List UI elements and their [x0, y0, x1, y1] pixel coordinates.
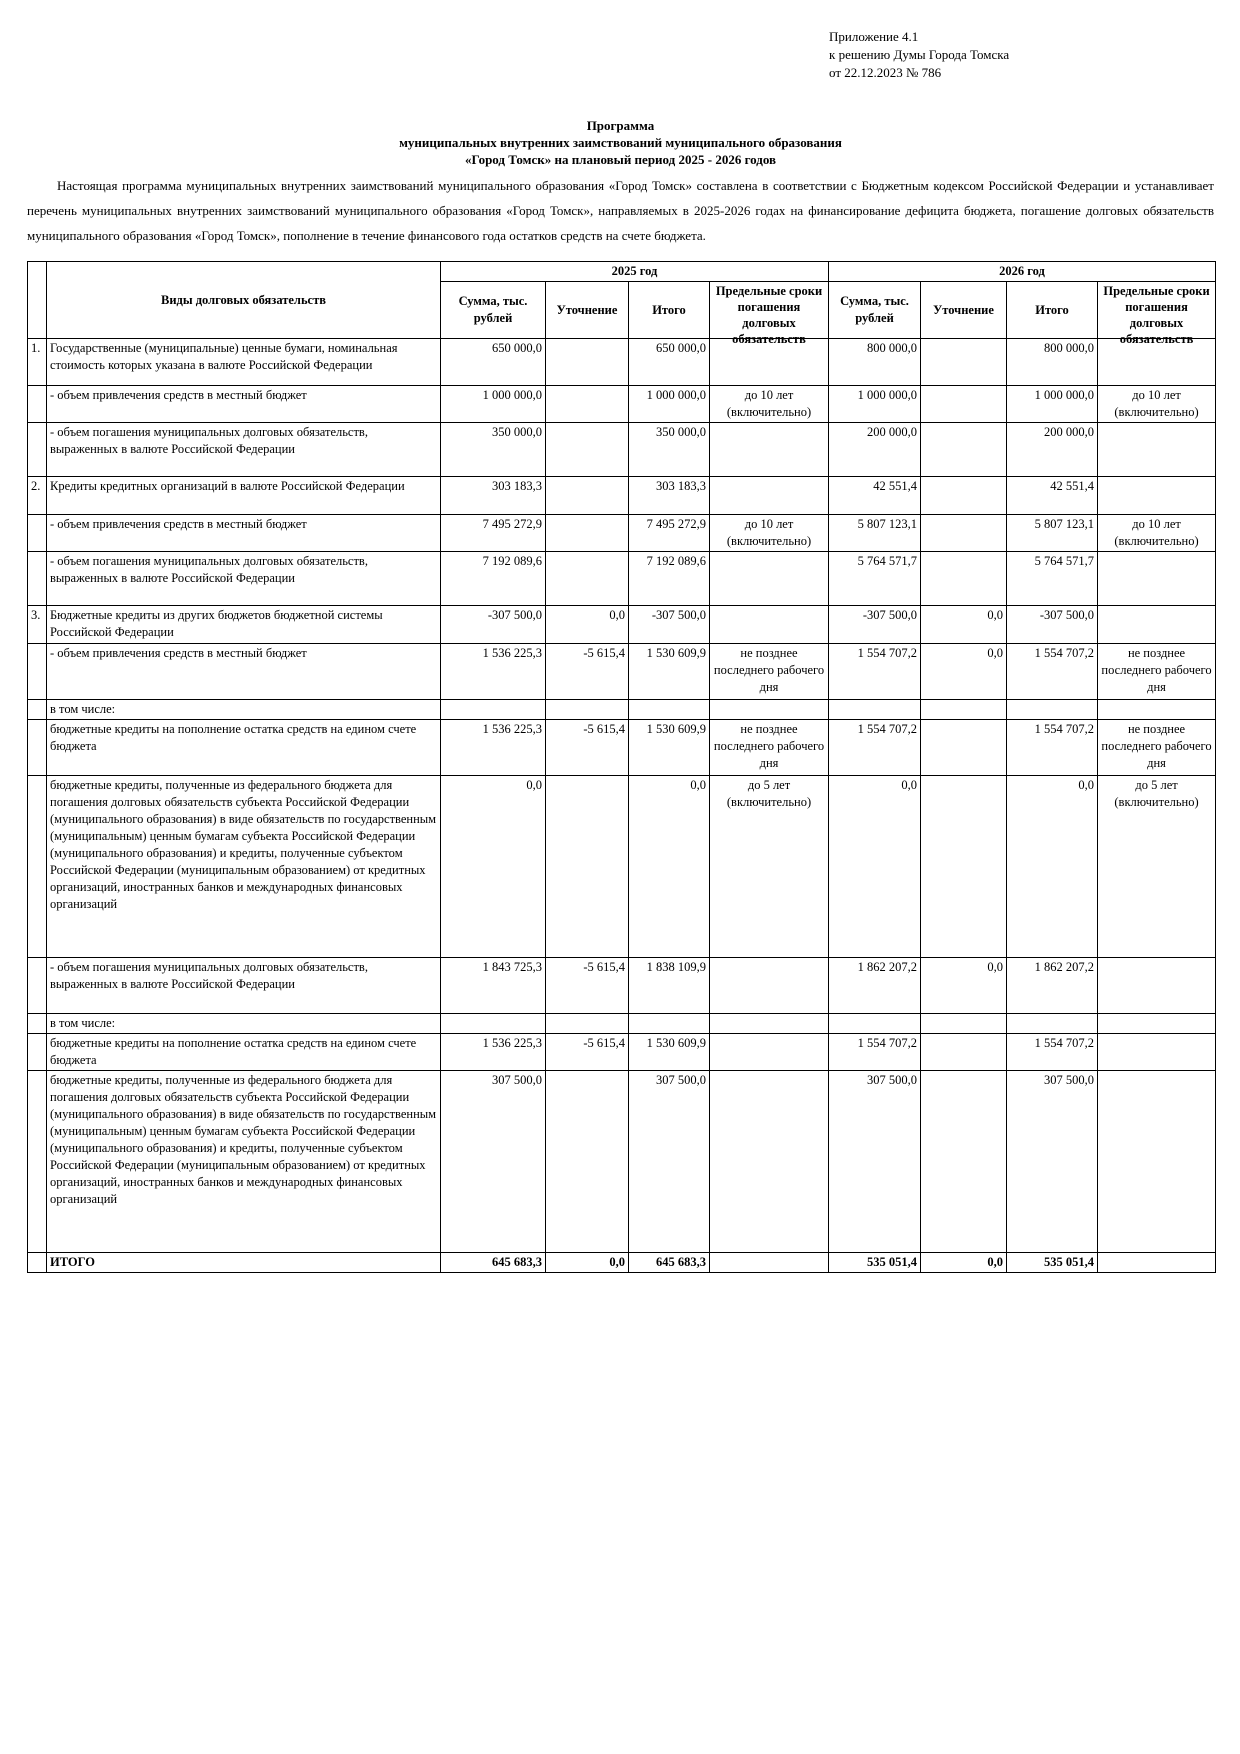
total-terms-2025	[710, 1253, 829, 1273]
table-row	[28, 700, 1216, 720]
cell-sum-2025: 1 536 225,3	[441, 644, 546, 700]
cell-terms-2025	[710, 700, 829, 720]
cell-terms-2026	[1098, 477, 1216, 515]
total-label: ИТОГО	[47, 1253, 441, 1273]
cell-total-2026: 0,0	[1007, 776, 1098, 958]
document-title	[27, 117, 1214, 168]
cell-adjustment-2025: -5 615,4	[546, 958, 629, 1014]
cell-adjustment-2026	[921, 515, 1007, 552]
cell-adjustment-2026	[921, 477, 1007, 515]
cell-adjustment-2026	[921, 339, 1007, 386]
cell-terms-2026: до 10 лет (включительно)	[1098, 515, 1216, 552]
title-line-1: Программа	[586, 118, 655, 133]
cell-terms-2025: не позднее последнего рабочего дня	[710, 720, 829, 776]
cell-sum-2025: 0,0	[441, 776, 546, 958]
cell-adjustment-2025: -5 615,4	[546, 644, 629, 700]
header-terms-2026	[1098, 282, 1216, 346]
cell-adjustment-2026	[921, 1014, 1007, 1034]
cell-terms-2025: не позднее последнего рабочего дня	[710, 644, 829, 700]
cell-total-2025: 1 530 609,9	[629, 644, 710, 700]
cell-adjustment-2025	[546, 477, 629, 515]
cell-terms-2025: до 5 лет (включительно)	[710, 776, 829, 958]
row-name: - объем привлечения средств в местный бюджет	[47, 515, 441, 552]
cell-total-2025: -307 500,0	[629, 606, 710, 644]
header-terms-2026-text: Предельные сроки погашения долговых обязательств	[1103, 284, 1210, 346]
cell-total-2026: 800 000,0	[1007, 339, 1098, 386]
cell-sum-2025	[441, 700, 546, 720]
cell-total-2025: 7 495 272,9	[629, 515, 710, 552]
table-row	[28, 644, 1216, 700]
header-adjustment-2025: Уточнение	[546, 282, 629, 339]
cell-sum-2026	[829, 700, 921, 720]
table-row	[28, 552, 1216, 606]
cell-adjustment-2026: 0,0	[921, 644, 1007, 700]
cell-total-2026: 1 554 707,2	[1007, 644, 1098, 700]
row-name: в том числе:	[47, 1014, 441, 1034]
cell-terms-2025	[710, 552, 829, 606]
row-name: - объем погашения муниципальных долговых обязательств, выраженных в валюте Российской Федерации	[47, 958, 441, 1014]
cell-terms-2025	[710, 958, 829, 1014]
title-line-2: муниципальных внутренних заимствований муниципального образования	[399, 135, 842, 150]
row-index: 1.	[28, 339, 47, 386]
row-index	[28, 423, 47, 477]
cell-total-2026: 1 554 707,2	[1007, 720, 1098, 776]
total-row	[28, 1253, 1216, 1273]
total-total-2026: 535 051,4	[1007, 1253, 1098, 1273]
header-adjustment-2026: Уточнение	[921, 282, 1007, 339]
cell-adjustment-2026	[921, 1034, 1007, 1071]
borrowing-program-table	[27, 261, 1216, 1273]
appendix-line-1: Приложение 4.1	[829, 29, 919, 44]
row-name: - объем привлечения средств в местный бюджет	[47, 386, 441, 423]
cell-terms-2026	[1098, 700, 1216, 720]
cell-adjustment-2026	[921, 386, 1007, 423]
row-index	[28, 1014, 47, 1034]
cell-total-2025: 307 500,0	[629, 1071, 710, 1253]
cell-total-2025: 1 000 000,0	[629, 386, 710, 423]
table-body	[28, 339, 1216, 1273]
row-index	[28, 644, 47, 700]
cell-adjustment-2026	[921, 776, 1007, 958]
cell-sum-2026: 307 500,0	[829, 1071, 921, 1253]
cell-sum-2026: 1 554 707,2	[829, 644, 921, 700]
row-index	[28, 700, 47, 720]
header-total-2025: Итого	[629, 282, 710, 339]
table-row	[28, 776, 1216, 958]
row-index	[28, 552, 47, 606]
intro-paragraph	[27, 173, 1214, 248]
cell-total-2025: 303 183,3	[629, 477, 710, 515]
cell-sum-2025: 1 536 225,3	[441, 720, 546, 776]
row-name: Кредиты кредитных организаций в валюте Российской Федерации	[47, 477, 441, 515]
row-name: - объем погашения муниципальных долговых обязательств, выраженных в валюте Российской Федерации	[47, 552, 441, 606]
cell-adjustment-2025	[546, 386, 629, 423]
cell-terms-2026: не позднее последнего рабочего дня	[1098, 644, 1216, 700]
header-kind: Виды долговых обязательств	[47, 262, 441, 339]
row-index	[28, 515, 47, 552]
total-adjustment-2026: 0,0	[921, 1253, 1007, 1273]
row-index	[28, 958, 47, 1014]
table-row	[28, 339, 1216, 386]
cell-terms-2025	[710, 1014, 829, 1034]
header-index	[28, 262, 47, 339]
title-line-3: «Город Томск» на плановый период 2025 - 2026 годов	[464, 152, 777, 167]
cell-terms-2026	[1098, 1034, 1216, 1071]
table-row	[28, 958, 1216, 1014]
row-name: бюджетные кредиты на пополнение остатка средств на едином счете бюджета	[47, 720, 441, 776]
cell-terms-2025	[710, 423, 829, 477]
table-row	[28, 423, 1216, 477]
cell-sum-2026: 5 807 123,1	[829, 515, 921, 552]
cell-total-2026: 1 000 000,0	[1007, 386, 1098, 423]
header-year-2025: 2025 год	[441, 262, 829, 282]
cell-total-2026: 200 000,0	[1007, 423, 1098, 477]
cell-total-2026	[1007, 1014, 1098, 1034]
row-index	[28, 1071, 47, 1253]
cell-sum-2025: 650 000,0	[441, 339, 546, 386]
cell-terms-2026: до 10 лет (включительно)	[1098, 386, 1216, 423]
cell-adjustment-2025: -5 615,4	[546, 1034, 629, 1071]
cell-adjustment-2025	[546, 700, 629, 720]
cell-sum-2025	[441, 1014, 546, 1034]
row-index: 3.	[28, 606, 47, 644]
cell-adjustment-2026: 0,0	[921, 606, 1007, 644]
row-index	[28, 720, 47, 776]
cell-terms-2026	[1098, 1071, 1216, 1253]
cell-adjustment-2026: 0,0	[921, 958, 1007, 1014]
header-year-2026: 2026 год	[829, 262, 1216, 282]
cell-adjustment-2025	[546, 1071, 629, 1253]
header-sum-2026: Сумма, тыс. рублей	[829, 282, 921, 339]
table-row	[28, 1014, 1216, 1034]
cell-terms-2026	[1098, 423, 1216, 477]
cell-total-2025: 1 530 609,9	[629, 720, 710, 776]
total-sum-2026: 535 051,4	[829, 1253, 921, 1273]
cell-sum-2026: 1 862 207,2	[829, 958, 921, 1014]
cell-sum-2025: 307 500,0	[441, 1071, 546, 1253]
row-index	[28, 1253, 47, 1273]
cell-terms-2025	[710, 477, 829, 515]
cell-total-2025: 650 000,0	[629, 339, 710, 386]
cell-terms-2026	[1098, 552, 1216, 606]
cell-adjustment-2026	[921, 1071, 1007, 1253]
cell-sum-2026	[829, 1014, 921, 1034]
table-row	[28, 1034, 1216, 1071]
cell-sum-2025: -307 500,0	[441, 606, 546, 644]
total-total-2025: 645 683,3	[629, 1253, 710, 1273]
cell-adjustment-2025	[546, 552, 629, 606]
cell-total-2026: 5 807 123,1	[1007, 515, 1098, 552]
row-name: бюджетные кредиты на пополнение остатка средств на едином счете бюджета	[47, 1034, 441, 1071]
cell-sum-2025: 350 000,0	[441, 423, 546, 477]
cell-sum-2025: 1 843 725,3	[441, 958, 546, 1014]
row-index: 2.	[28, 477, 47, 515]
cell-adjustment-2026	[921, 423, 1007, 477]
cell-total-2026: 307 500,0	[1007, 1071, 1098, 1253]
table-row	[28, 386, 1216, 423]
table-row	[28, 1071, 1216, 1253]
cell-total-2026: -307 500,0	[1007, 606, 1098, 644]
cell-adjustment-2026	[921, 552, 1007, 606]
cell-sum-2025: 303 183,3	[441, 477, 546, 515]
cell-adjustment-2025: -5 615,4	[546, 720, 629, 776]
cell-sum-2025: 7 192 089,6	[441, 552, 546, 606]
cell-adjustment-2025	[546, 515, 629, 552]
total-adjustment-2025: 0,0	[546, 1253, 629, 1273]
cell-adjustment-2025	[546, 776, 629, 958]
header-terms-2025	[710, 282, 829, 346]
row-index	[28, 1034, 47, 1071]
cell-sum-2025: 1 000 000,0	[441, 386, 546, 423]
cell-sum-2026: 0,0	[829, 776, 921, 958]
row-name: - объем погашения муниципальных долговых обязательств, выраженных в валюте Российской Федерации	[47, 423, 441, 477]
cell-total-2026	[1007, 700, 1098, 720]
cell-total-2026: 1 554 707,2	[1007, 1034, 1098, 1071]
cell-sum-2025: 1 536 225,3	[441, 1034, 546, 1071]
cell-total-2025: 0,0	[629, 776, 710, 958]
header-total-2026: Итого	[1007, 282, 1098, 339]
cell-total-2025: 7 192 089,6	[629, 552, 710, 606]
cell-adjustment-2025	[546, 423, 629, 477]
appendix-reference	[829, 28, 1009, 82]
header-terms-2025-text: Предельные сроки погашения долговых обязательств	[715, 284, 823, 346]
cell-sum-2026: 5 764 571,7	[829, 552, 921, 606]
row-index	[28, 776, 47, 958]
cell-terms-2025	[710, 1071, 829, 1253]
cell-terms-2025: до 10 лет (включительно)	[710, 515, 829, 552]
cell-adjustment-2025	[546, 339, 629, 386]
cell-total-2025: 350 000,0	[629, 423, 710, 477]
cell-total-2026: 5 764 571,7	[1007, 552, 1098, 606]
cell-terms-2026: не позднее последнего рабочего дня	[1098, 720, 1216, 776]
cell-adjustment-2026	[921, 700, 1007, 720]
row-name: в том числе:	[47, 700, 441, 720]
row-name: Бюджетные кредиты из других бюджетов бюджетной системы Российской Федерации	[47, 606, 441, 644]
cell-total-2025: 1 530 609,9	[629, 1034, 710, 1071]
appendix-line-3: от 22.12.2023 № 786	[829, 65, 942, 80]
row-index	[28, 386, 47, 423]
cell-total-2026: 42 551,4	[1007, 477, 1098, 515]
cell-sum-2026: 42 551,4	[829, 477, 921, 515]
cell-sum-2026: 1 000 000,0	[829, 386, 921, 423]
cell-adjustment-2026	[921, 720, 1007, 776]
cell-adjustment-2025: 0,0	[546, 606, 629, 644]
cell-total-2026: 1 862 207,2	[1007, 958, 1098, 1014]
cell-terms-2026	[1098, 606, 1216, 644]
cell-terms-2025	[710, 606, 829, 644]
appendix-line-2: к решению Думы Города Томска	[829, 47, 1010, 62]
header-sum-2025: Сумма, тыс. рублей	[441, 282, 546, 339]
row-name: бюджетные кредиты, полученные из федерального бюджета для погашения долговых обязательств субъекта Российской Федерации (муниципального образования) в виде обязательств по государственным (муниципальным) ценным бумагам субъекта Российской Федерации (муниципального образования) и кредиты, полученные субъектом Российской Федерации (муниципальным образованием) от кредитных организаций, иностранных банков и международных финансовых организаций	[47, 1071, 441, 1253]
table-row	[28, 720, 1216, 776]
cell-sum-2025: 7 495 272,9	[441, 515, 546, 552]
cell-terms-2026	[1098, 1014, 1216, 1034]
total-terms-2026	[1098, 1253, 1216, 1273]
total-sum-2025: 645 683,3	[441, 1253, 546, 1273]
cell-adjustment-2025	[546, 1014, 629, 1034]
cell-sum-2026: 800 000,0	[829, 339, 921, 386]
table-header	[28, 262, 1216, 346]
table-row	[28, 477, 1216, 515]
cell-sum-2026: 1 554 707,2	[829, 1034, 921, 1071]
row-name: - объем привлечения средств в местный бюджет	[47, 644, 441, 700]
row-name: бюджетные кредиты, полученные из федерального бюджета для погашения долговых обязательств субъекта Российской Федерации (муниципального образования) в виде обязательств по государственным (муниципальным) ценным бумагам субъекта Российской Федерации (муниципального образования) и кредиты, полученные субъектом Российской Федерации (муниципальным образованием) от кредитных организаций, иностранных банков и международных финансовых организаций	[47, 776, 441, 958]
table-row	[28, 515, 1216, 552]
cell-total-2025	[629, 700, 710, 720]
table-row	[28, 606, 1216, 644]
intro-text: Настоящая программа муниципальных внутренних заимствований муниципального образования «Город Томск» составлена в соответствии с Бюджетным кодексом Российской Федерации и устанавливает перечень муниципальных внутренних заимствований муниципального образования «Город Томск», направляемых в 2025-2026 годах на финансирование дефицита бюджета, погашение долговых обязательств муниципального образования «Город Томск», пополнение в течение финансового года остатков средств на счете бюджета.	[27, 178, 1214, 243]
cell-terms-2025	[710, 1034, 829, 1071]
cell-terms-2026: до 5 лет (включительно)	[1098, 776, 1216, 958]
cell-total-2025	[629, 1014, 710, 1034]
cell-total-2025: 1 838 109,9	[629, 958, 710, 1014]
cell-sum-2026: 1 554 707,2	[829, 720, 921, 776]
cell-terms-2026	[1098, 958, 1216, 1014]
row-name: Государственные (муниципальные) ценные бумаги, номинальная стоимость которых указана в валюте Российской Федерации	[47, 339, 441, 386]
cell-terms-2025: до 10 лет (включительно)	[710, 386, 829, 423]
cell-sum-2026: -307 500,0	[829, 606, 921, 644]
cell-sum-2026: 200 000,0	[829, 423, 921, 477]
